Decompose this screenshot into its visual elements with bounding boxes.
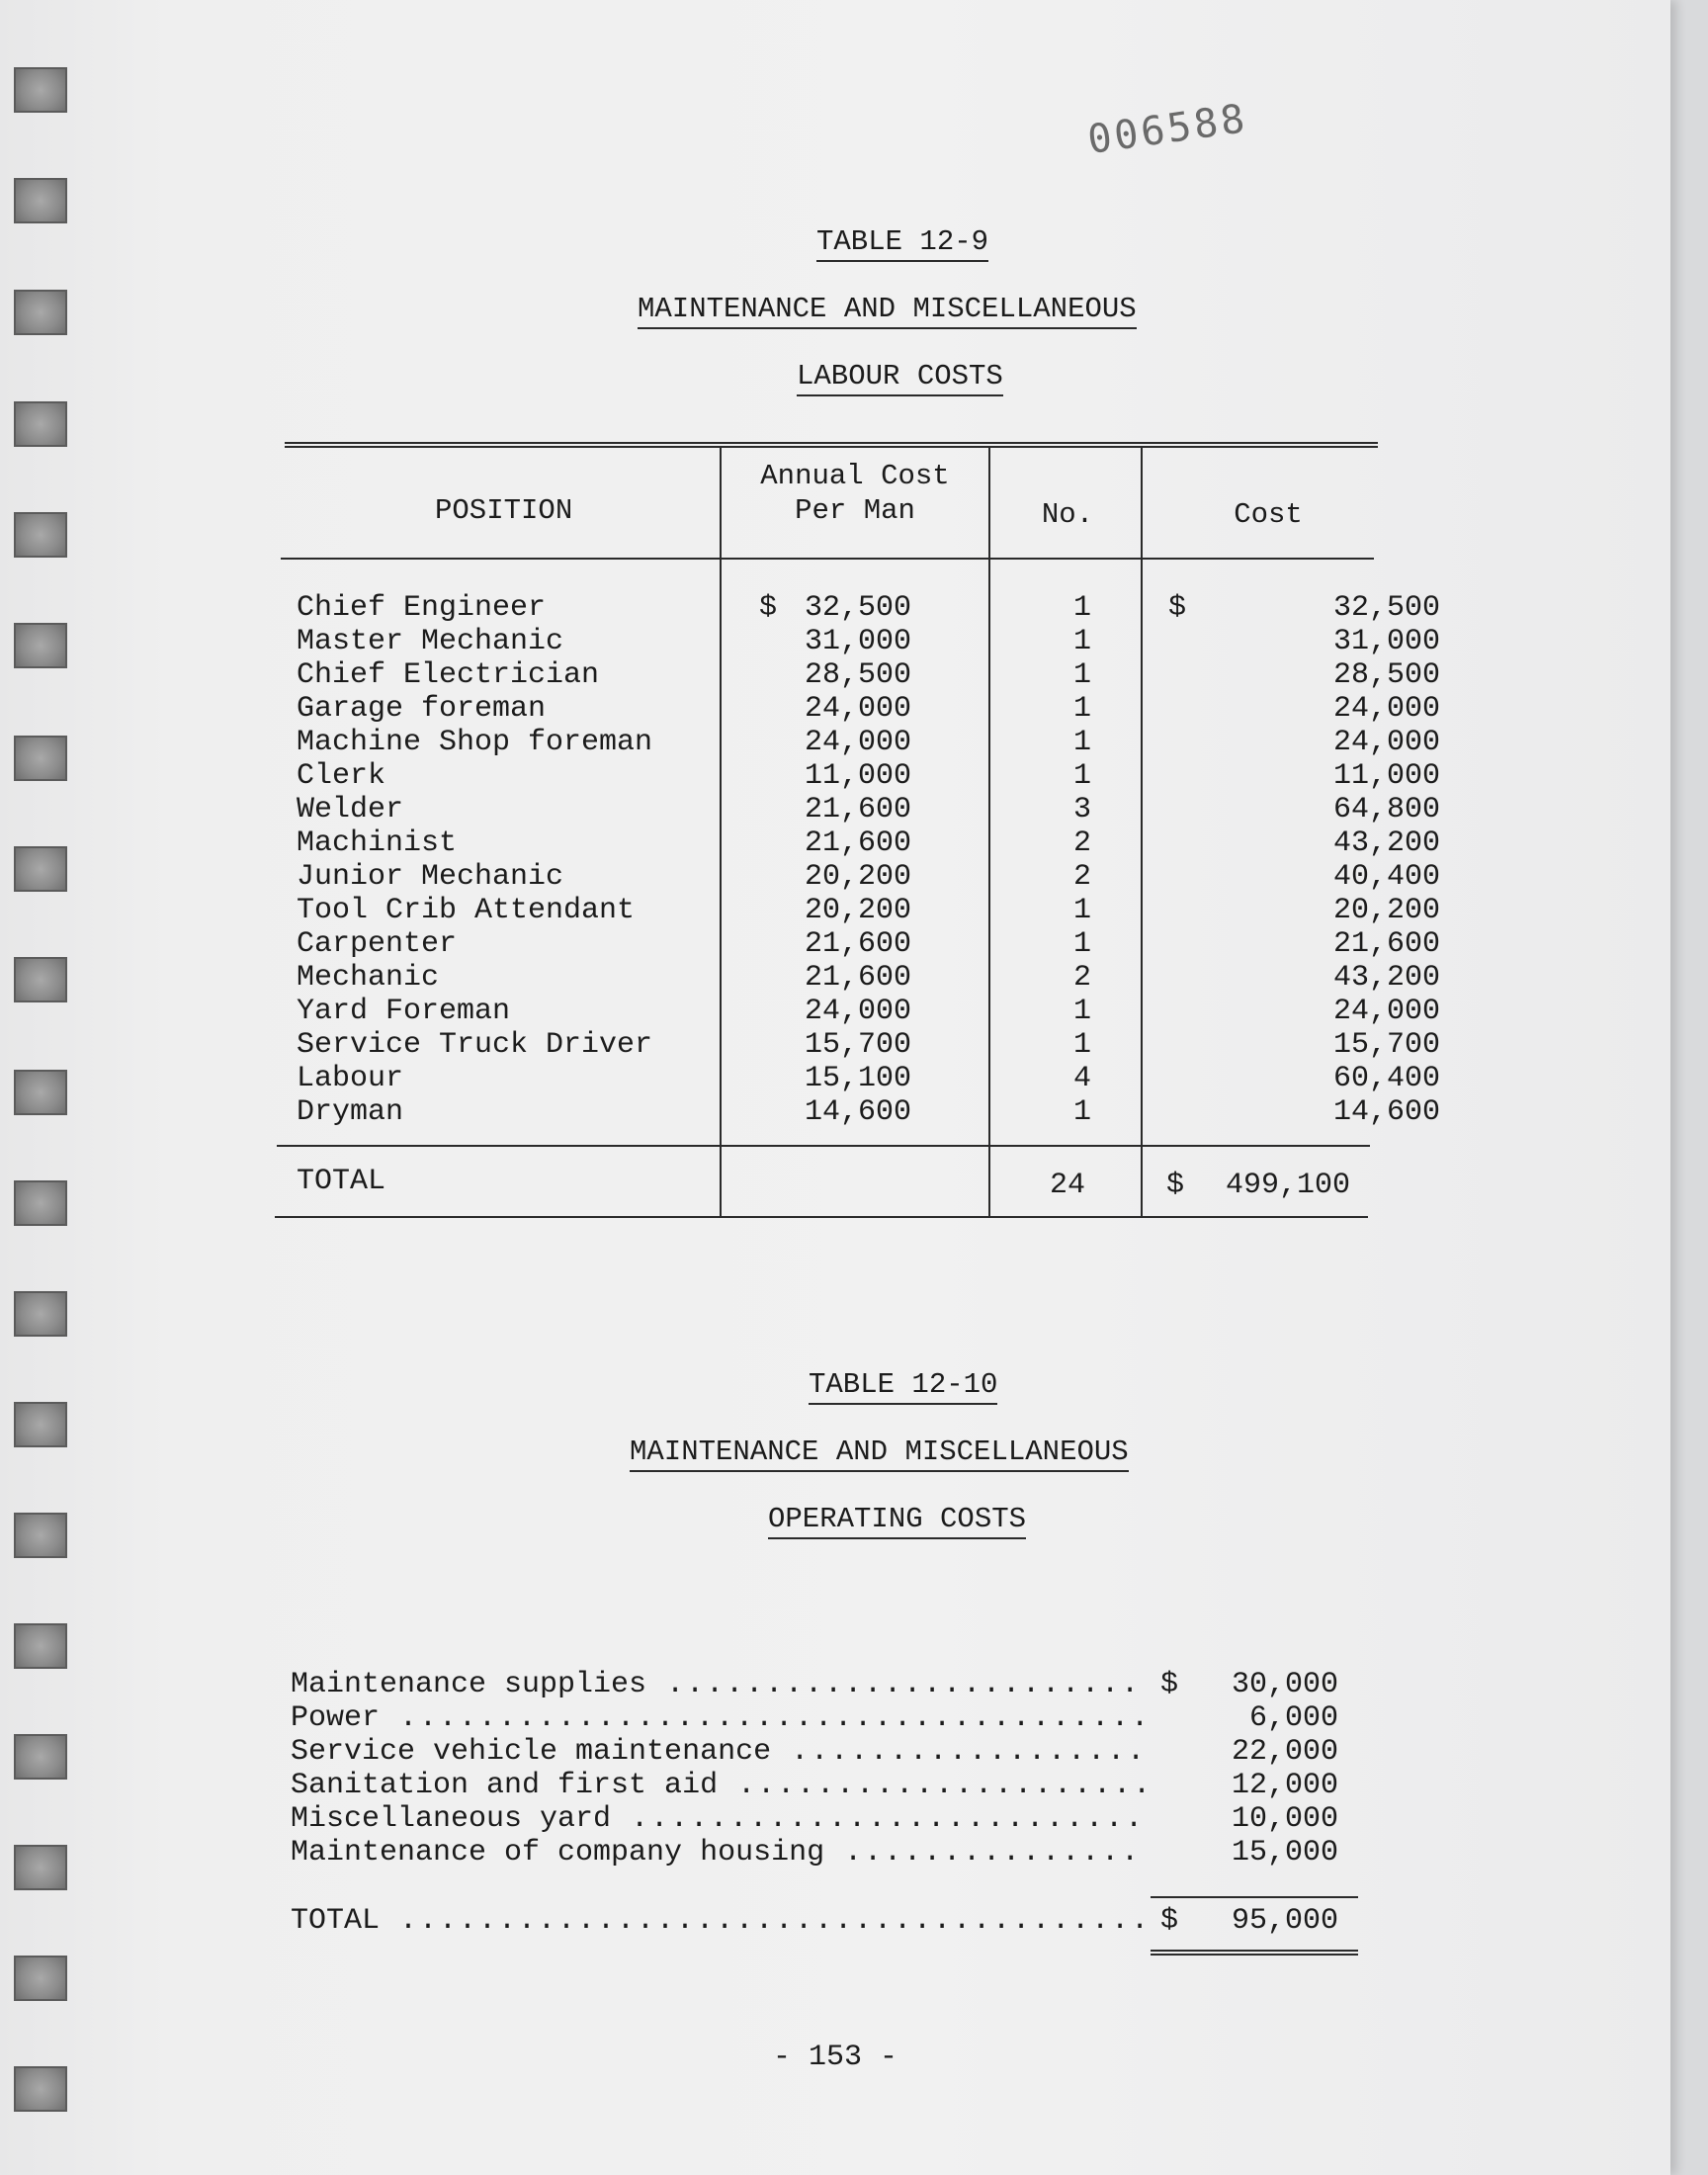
table-12-9-subtitle: LABOUR COSTS bbox=[797, 360, 1003, 396]
table-12-9-body bbox=[297, 591, 1440, 1129]
table-row bbox=[297, 658, 1440, 692]
binder-holes bbox=[14, 0, 69, 2175]
binder-hole bbox=[14, 1623, 67, 1669]
annual-cost-cell: 11,000 bbox=[804, 759, 911, 793]
table-row bbox=[297, 961, 1440, 995]
position-cell: Clerk bbox=[297, 759, 386, 793]
position-cell: Chief Electrician bbox=[297, 658, 600, 692]
binder-hole bbox=[14, 178, 67, 223]
list-item bbox=[291, 1802, 1338, 1836]
count-cell: 2 bbox=[1072, 961, 1091, 995]
count-cell: 4 bbox=[1072, 1062, 1091, 1095]
cost-cell: 21,600 bbox=[1332, 927, 1440, 961]
cost-cell: 40,400 bbox=[1332, 860, 1440, 894]
count-cell: 1 bbox=[1072, 726, 1091, 759]
table-12-10-total-top-rule bbox=[1151, 1896, 1358, 1898]
binder-hole bbox=[14, 957, 67, 1002]
list-item bbox=[291, 1836, 1338, 1870]
position-cell: Garage foreman bbox=[297, 692, 547, 726]
operating-item-label: Power ..... bbox=[291, 1701, 1147, 1735]
table-row bbox=[297, 625, 1440, 658]
operating-item-label: Maintenance of company housing ..... bbox=[291, 1836, 1147, 1870]
count-cell: 1 bbox=[1072, 995, 1091, 1028]
binder-hole bbox=[14, 401, 67, 447]
binder-hole bbox=[14, 1180, 67, 1226]
position-cell: Dryman bbox=[297, 1095, 404, 1129]
position-cell: Machinist bbox=[297, 826, 458, 860]
table-12-10-total-double-rule bbox=[1151, 1950, 1358, 1956]
binder-hole bbox=[14, 1956, 67, 2001]
table-12-10-total-amount: 95,000 bbox=[1231, 1904, 1338, 1938]
operating-item-label: Sanitation and first aid ..... bbox=[291, 1769, 1147, 1802]
table-row bbox=[297, 927, 1440, 961]
annual-cost-cell: 20,200 bbox=[804, 860, 911, 894]
document-stamp-number: 006588 bbox=[1084, 95, 1250, 164]
cost-cell: 31,000 bbox=[1332, 625, 1440, 658]
table-12-9-total-currency: $ bbox=[1166, 1169, 1185, 1202]
operating-currency: $ bbox=[1160, 1668, 1179, 1701]
annual-cost-cell: 21,600 bbox=[804, 961, 911, 995]
cost-cell: 24,000 bbox=[1332, 995, 1440, 1028]
table-12-10-total-currency: $ bbox=[1160, 1904, 1179, 1938]
position-cell: Carpenter bbox=[297, 927, 458, 961]
count-cell: 1 bbox=[1072, 927, 1091, 961]
position-cell: Machine Shop foreman bbox=[297, 726, 653, 759]
annual-cost-cell: 24,000 bbox=[804, 995, 911, 1028]
table-12-9-total-label: TOTAL bbox=[297, 1165, 386, 1198]
operating-item-label: Maintenance supplies ..... bbox=[291, 1668, 1147, 1701]
count-cell: 3 bbox=[1072, 793, 1091, 826]
position-cell: Service Truck Driver bbox=[297, 1028, 653, 1062]
operating-item-amount: 30,000 bbox=[1231, 1668, 1338, 1701]
table-12-10-number: TABLE 12-10 bbox=[809, 1368, 997, 1405]
table-12-10-title: MAINTENANCE AND MISCELLANEOUS bbox=[630, 1436, 1129, 1472]
binder-hole bbox=[14, 290, 67, 335]
count-cell: 2 bbox=[1072, 860, 1091, 894]
annual-cost-cell: 21,600 bbox=[804, 927, 911, 961]
table-row bbox=[297, 793, 1440, 826]
table-row bbox=[297, 1095, 1440, 1129]
binder-hole bbox=[14, 1291, 67, 1337]
cost-cell: 43,200 bbox=[1332, 961, 1440, 995]
position-cell: Master Mechanic bbox=[297, 625, 564, 658]
annual-cost-cell: 31,000 bbox=[804, 625, 911, 658]
cost-cell: 60,400 bbox=[1332, 1062, 1440, 1095]
position-cell: Yard Foreman bbox=[297, 995, 511, 1028]
annual-cost-cell: 15,100 bbox=[804, 1062, 911, 1095]
column-header-annual-line2: Per Man bbox=[795, 494, 915, 527]
count-cell: 1 bbox=[1072, 692, 1091, 726]
cost-cell: 32,500 bbox=[1332, 591, 1440, 625]
operating-item-amount: 10,000 bbox=[1231, 1802, 1338, 1836]
position-cell: Tool Crib Attendant bbox=[297, 894, 636, 927]
column-header-no: No. bbox=[1041, 498, 1094, 531]
table-12-9-total-top-rule bbox=[277, 1145, 1370, 1147]
binder-hole bbox=[14, 846, 67, 892]
binder-hole bbox=[14, 1402, 67, 1447]
table-12-9-top-rule bbox=[285, 442, 1378, 448]
cost-cell: 28,500 bbox=[1332, 658, 1440, 692]
binder-hole bbox=[14, 67, 67, 113]
count-cell: 1 bbox=[1072, 625, 1091, 658]
binder-hole bbox=[14, 1845, 67, 1890]
table-row bbox=[297, 692, 1440, 726]
operating-item-amount: 12,000 bbox=[1231, 1769, 1338, 1802]
binder-hole bbox=[14, 1734, 67, 1780]
cost-cell: 64,800 bbox=[1332, 793, 1440, 826]
table-row bbox=[297, 726, 1440, 759]
annual-cost-cell: 14,600 bbox=[804, 1095, 911, 1129]
list-item bbox=[291, 1769, 1338, 1802]
position-cell: Labour bbox=[297, 1062, 404, 1095]
cost-cell: 24,000 bbox=[1332, 692, 1440, 726]
cost-cell: 14,600 bbox=[1332, 1095, 1440, 1129]
count-cell: 2 bbox=[1072, 826, 1091, 860]
list-item bbox=[291, 1701, 1338, 1735]
table-row bbox=[297, 591, 1440, 625]
annual-cost-cell: 15,700 bbox=[804, 1028, 911, 1062]
column-header-annual-cost bbox=[731, 459, 979, 528]
table-12-9-title: MAINTENANCE AND MISCELLANEOUS bbox=[638, 293, 1137, 329]
position-cell: Mechanic bbox=[297, 961, 440, 995]
table-row bbox=[297, 860, 1440, 894]
list-item bbox=[291, 1735, 1338, 1769]
column-header-cost: Cost bbox=[1234, 498, 1303, 531]
annual-cost-cell: 24,000 bbox=[804, 726, 911, 759]
table-12-9-number: TABLE 12-9 bbox=[816, 225, 988, 262]
count-cell: 1 bbox=[1072, 894, 1091, 927]
count-cell: 1 bbox=[1072, 1095, 1091, 1129]
count-cell: 1 bbox=[1072, 591, 1091, 625]
column-header-annual-line1: Annual Cost bbox=[760, 460, 950, 492]
table-12-10-subtitle: OPERATING COSTS bbox=[768, 1503, 1026, 1539]
table-row bbox=[297, 1028, 1440, 1062]
table-12-9-header-rule bbox=[281, 558, 1374, 560]
table-12-10-total-row bbox=[291, 1904, 1338, 1938]
page-number: - 153 - bbox=[772, 2041, 898, 2074]
position-cell: Welder bbox=[297, 793, 404, 826]
annual-cost-cell: 28,500 bbox=[804, 658, 911, 692]
cost-cell: 15,700 bbox=[1332, 1028, 1440, 1062]
annual-cost-cell: 24,000 bbox=[804, 692, 911, 726]
operating-item-label: Miscellaneous yard ..... bbox=[291, 1802, 1147, 1836]
binder-hole bbox=[14, 623, 67, 668]
operating-item-amount: 15,000 bbox=[1231, 1836, 1338, 1870]
operating-item-amount: 6,000 bbox=[1248, 1701, 1338, 1735]
table-row bbox=[297, 1062, 1440, 1095]
operating-item-amount: 22,000 bbox=[1231, 1735, 1338, 1769]
column-header-position: POSITION bbox=[435, 494, 573, 527]
table-12-9-total-no: 24 bbox=[1050, 1169, 1086, 1202]
position-cell: Junior Mechanic bbox=[297, 860, 564, 894]
table-12-10-body bbox=[291, 1668, 1338, 1870]
table-row bbox=[297, 995, 1440, 1028]
cost-cell: 20,200 bbox=[1332, 894, 1440, 927]
annual-cost-cell: 20,200 bbox=[804, 894, 911, 927]
count-cell: 1 bbox=[1072, 759, 1091, 793]
table-row bbox=[297, 826, 1440, 860]
table-12-9-bottom-rule bbox=[275, 1216, 1368, 1218]
annual-cost-cell: 21,600 bbox=[804, 826, 911, 860]
cost-cell: 43,200 bbox=[1332, 826, 1440, 860]
position-cell: Chief Engineer bbox=[297, 591, 547, 625]
operating-item-label: Service vehicle maintenance ..... bbox=[291, 1735, 1147, 1769]
annual-currency-cell: $ bbox=[759, 591, 778, 625]
list-item bbox=[291, 1668, 1338, 1701]
annual-cost-cell: 21,600 bbox=[804, 793, 911, 826]
table-row bbox=[297, 894, 1440, 927]
annual-cost-cell: 32,500 bbox=[804, 591, 911, 625]
count-cell: 1 bbox=[1072, 658, 1091, 692]
cost-cell: 11,000 bbox=[1332, 759, 1440, 793]
table-12-9-total-cost: 499,100 bbox=[1226, 1169, 1351, 1202]
table-12-10-total-label: TOTAL ..... bbox=[291, 1904, 1147, 1938]
binder-hole bbox=[14, 1513, 67, 1558]
count-cell: 1 bbox=[1072, 1028, 1091, 1062]
binder-hole bbox=[14, 512, 67, 558]
binder-hole bbox=[14, 736, 67, 781]
table-row bbox=[297, 759, 1440, 793]
cost-cell: 24,000 bbox=[1332, 726, 1440, 759]
cost-currency-cell: $ bbox=[1168, 591, 1187, 625]
binder-hole bbox=[14, 1070, 67, 1115]
